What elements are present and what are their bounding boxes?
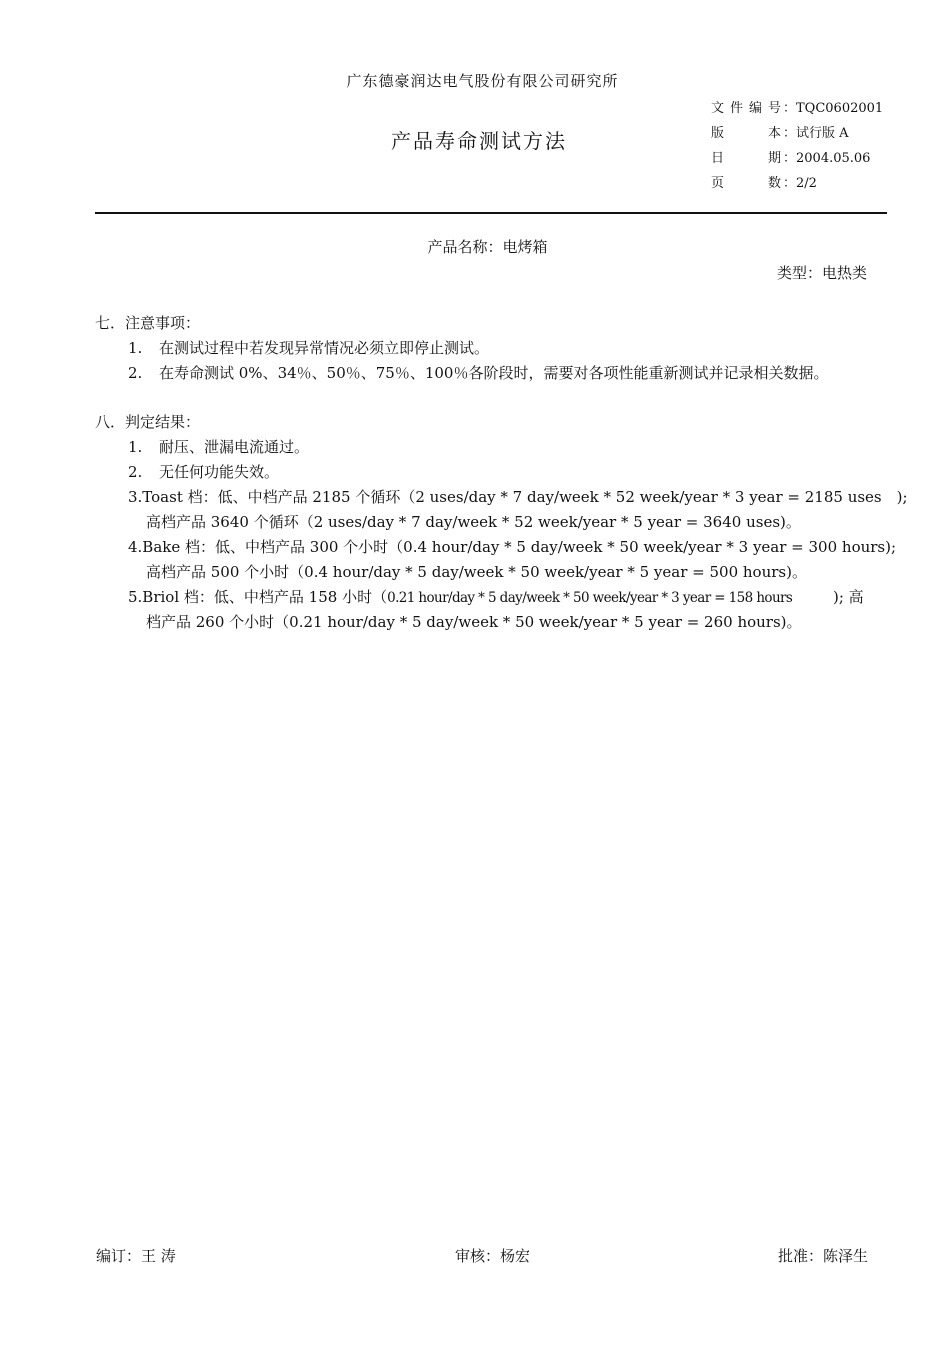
signature-reviewer: 审核：杨宏 — [455, 1247, 531, 1265]
meta-key: 版本 — [711, 126, 781, 141]
signature-approver: 批准：陈泽生 — [777, 1247, 868, 1265]
section-8-item-1 — [128, 436, 309, 457]
result-toast-line-1: 3.Toast 档：低、中档产品 2185 个循环（2 uses/day * 7 day/week * 52 week/year * 3 year = 2185 uses ); — [128, 488, 908, 506]
section-8-item-2 — [128, 461, 279, 482]
document-title: 产品寿命测试方法 — [391, 129, 567, 153]
result-bake-line-1: 4.Bake 档：低、中档产品 300 个小时（0.4 hour/day * 5 day/week * 50 week/year * 3 year = 300 hours); — [128, 538, 897, 556]
item-text: 无任何功能失效。 — [159, 463, 280, 481]
meta-pages: 页数 ：2/2 — [711, 172, 817, 191]
item-number: 1. — [128, 438, 143, 456]
item-number: 2. — [128, 364, 143, 382]
section-7-item-1 — [128, 337, 489, 358]
meta-key: 文件编号 — [711, 101, 781, 116]
meta-version: 版本 ：试行版 A — [711, 122, 849, 141]
meta-value: 试行版 A — [796, 126, 849, 141]
meta-key: 日期 — [711, 151, 781, 166]
meta-value: 2/2 — [796, 176, 817, 191]
company-name: 广东德豪润达电气股份有限公司研究所 — [346, 72, 619, 90]
briol-suffix: ); 高 — [833, 588, 864, 606]
section-7-heading: 七．注意事项： — [95, 314, 201, 332]
item-number: 2. — [128, 463, 143, 481]
meta-key: 页数 — [711, 176, 781, 191]
item-number: 1. — [128, 339, 143, 357]
product-type: 类型：电热类 — [776, 264, 867, 282]
product-name: 产品名称：电烤箱 — [427, 238, 548, 256]
briol-prefix: 5.Briol 档：低、中档产品 158 小时（ — [128, 588, 388, 606]
section-8-heading: 八．判定结果： — [95, 413, 201, 431]
signature-editor: 编订：王 涛 — [96, 1247, 176, 1265]
result-briol-line-2: 档产品 260 个小时（0.21 hour/day * 5 day/week * 50 week/year * 5 year = 260 hours)。 — [146, 613, 802, 631]
item-text: 在寿命测试 0%、34％、50％、75％、100％各阶段时，需要对各项性能重新测试并记录相关数据。 — [159, 364, 829, 382]
briol-formula: 0.21 hour/day * 5 day/week * 50 week/year * 3 year = 158 hours — [387, 590, 793, 606]
meta-value: 2004.05.06 — [796, 151, 871, 166]
header-divider — [95, 212, 887, 214]
meta-doc-number: 文件编号 ：TQC0602001 — [711, 97, 883, 116]
meta-date: 日期 ：2004.05.06 — [711, 147, 870, 166]
meta-value: TQC0602001 — [796, 101, 884, 116]
item-text: 在测试过程中若发现异常情况必须立即停止测试。 — [159, 339, 490, 357]
section-7-item-2 — [128, 362, 828, 383]
result-toast-line-2: 高档产品 3640 个循环（2 uses/day * 7 day/week * 52 week/year * 5 year = 3640 uses)。 — [146, 513, 801, 531]
result-briol-line-1 — [128, 586, 792, 607]
result-bake-line-2: 高档产品 500 个小时（0.4 hour/day * 5 day/week * 50 week/year * 5 year = 500 hours)。 — [146, 563, 807, 581]
item-text: 耐压、泄漏电流通过。 — [159, 438, 310, 456]
